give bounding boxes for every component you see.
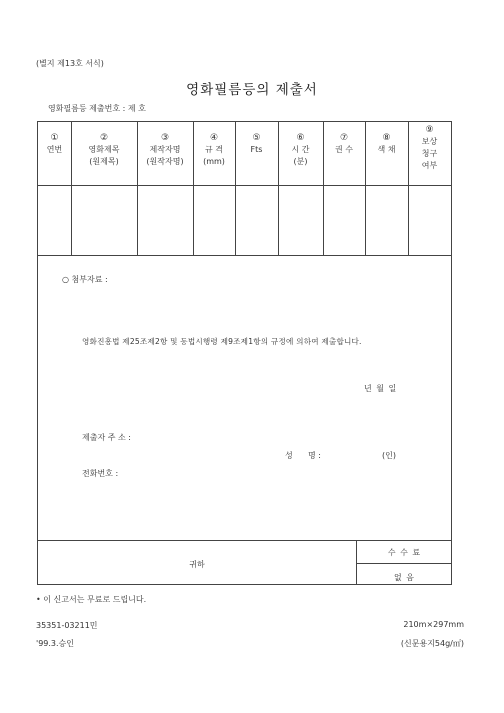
col-header-title [71,132,137,168]
col-reels-index: ⑦ [339,133,349,143]
attachments-label: ○ 첨부자료 : [62,275,108,284]
col-header-number [38,132,71,156]
form-code: 35351-03211민 [36,621,98,630]
fee-divider [356,563,451,564]
col-fts-label: Fts [250,145,263,154]
submitter-phone: 전화번호 : [82,469,119,478]
declaration-text: 영화진흥법 제25조제2항 및 동법시행령 제9조제1항의 규정에 의하여 제출합니다. [82,337,362,346]
col-header-color [365,132,408,156]
date-line: 년 월 일 [364,384,398,393]
col-title-index: ② [99,133,109,143]
col-title-label: 영화제목 (원제목) [88,145,120,166]
col-color-label: 색 채 [377,145,396,154]
free-notice: • 이 신고서는 무료로 드립니다. [36,595,147,604]
col-producer-index: ③ [160,133,170,143]
col-header-format [193,132,235,168]
form-number-label: (별지 제13호 서식) [36,59,104,68]
document-title: 영화필름등의 제출서 [186,82,318,98]
col-header-producer [137,132,193,168]
col-duration-index: ⑥ [296,133,305,143]
fee-label: 수 수 료 [387,548,422,557]
header-row-divider [38,185,451,186]
col-header-reels [323,132,365,156]
col-format-label: 규 격 (mm) [203,145,225,166]
col-producer-label: 제작자명 (원작자명) [146,145,184,166]
col-number-label: 연번 [46,145,63,154]
col-reels-label: 권 수 [335,145,353,154]
col-color-index: ⑧ [382,133,391,143]
col-compensation-label: 보상 청구 여부 [421,137,438,170]
col-fts-index: ⑤ [252,133,261,143]
col-header-fts [235,132,278,156]
col-duration-label: 시 간 (분) [291,145,310,166]
registration-number: 영화필름등 제출번호 : 제 호 [48,104,146,113]
fee-value: 없 음 [394,573,415,582]
paper-type: (신문용지54g/㎡) [400,639,464,648]
col-number-index: ① [50,133,59,143]
col-compensation-index: ⑨ [425,125,434,135]
paper-size: 210m×297mm [403,620,464,629]
col-header-compensation [408,124,451,172]
col-header-duration [278,132,323,168]
submitter-address: 제출자 주 소 : [82,433,131,442]
footer-box-divider [38,540,451,541]
submitter-name: 성 명 : (인) [285,451,396,460]
addressee-label: 귀하 [189,560,205,569]
col-format-index: ④ [209,133,219,143]
form-frame [37,121,452,585]
approval-date: '99.3.승인 [36,639,75,648]
table-bottom-divider [38,255,451,256]
